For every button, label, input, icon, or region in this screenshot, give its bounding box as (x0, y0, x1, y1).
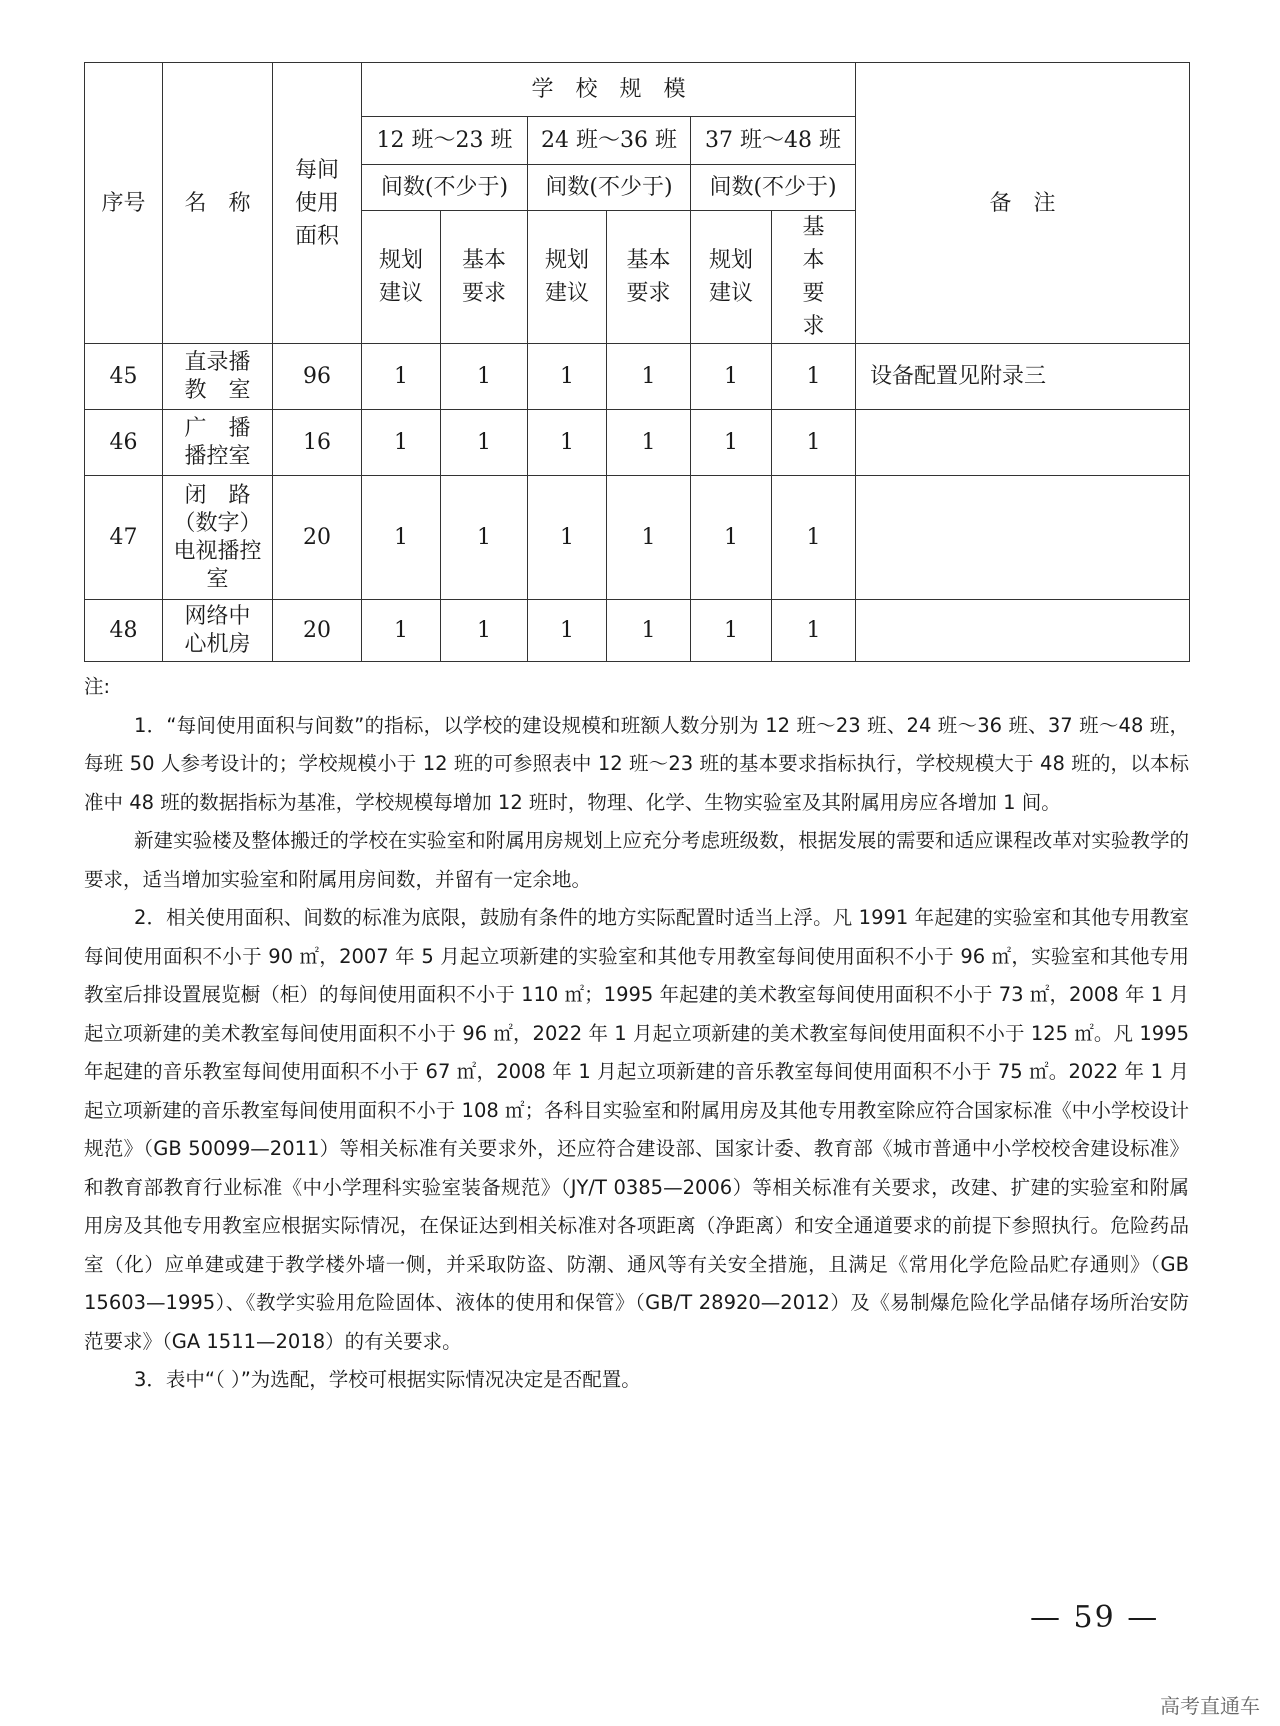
header-plan-1: 规划建议 (362, 211, 441, 344)
row-value: 1 (528, 344, 607, 410)
row-value: 1 (691, 410, 772, 476)
header-basic-2: 基本要求 (607, 211, 691, 344)
row-value: 1 (528, 476, 607, 600)
row-remark (856, 476, 1190, 600)
row-value: 1 (528, 410, 607, 476)
row-value: 1 (528, 600, 607, 662)
notes-section (84, 668, 1189, 1400)
row-value: 1 (362, 344, 441, 410)
row-name: 网络中心机房 (163, 600, 273, 662)
header-seq: 序号 (85, 63, 163, 344)
header-area: 每间使用面积 (273, 63, 362, 344)
header-scale-3: 37 班～48 班 (691, 117, 856, 165)
row-name: 广 播播控室 (163, 410, 273, 476)
watermark: 高考直通车 (1160, 1694, 1260, 1718)
row-value: 1 (772, 600, 856, 662)
row-name: 直录播教 室 (163, 344, 273, 410)
row-value: 1 (691, 600, 772, 662)
table-row (85, 600, 1190, 662)
row-value: 1 (607, 600, 691, 662)
row-seq: 45 (85, 344, 163, 410)
page-number: — 59 — (1030, 1600, 1160, 1635)
row-area: 96 (273, 344, 362, 410)
header-basic-1: 基本要求 (441, 211, 528, 344)
note-1-supplement: 新建实验楼及整体搬迁的学校在实验室和附属用房规划上应充分考虑班级数，根据发展的需要和适应课程改革对实验教学的要求，适当增加实验室和附属用房间数，并留有一定余地。 (84, 829, 1189, 891)
row-value: 1 (772, 344, 856, 410)
row-seq: 46 (85, 410, 163, 476)
row-value: 1 (441, 476, 528, 600)
row-value: 1 (691, 476, 772, 600)
row-area: 16 (273, 410, 362, 476)
row-value: 1 (441, 600, 528, 662)
row-value: 1 (607, 344, 691, 410)
row-value: 1 (362, 476, 441, 600)
row-value: 1 (362, 410, 441, 476)
row-value: 1 (772, 410, 856, 476)
table-row (85, 410, 1190, 476)
row-remark: 设备配置见附录三 (856, 344, 1190, 410)
row-area: 20 (273, 476, 362, 600)
header-basic-3: 基本要求 (772, 211, 856, 344)
row-value: 1 (607, 410, 691, 476)
row-value: 1 (362, 600, 441, 662)
notes-label: 注: (84, 675, 111, 698)
header-scale-1: 12 班～23 班 (362, 117, 528, 165)
header-plan-2: 规划建议 (528, 211, 607, 344)
note-1: 1．“每间使用面积与间数”的指标，以学校的建设规模和班额人数分别为 12 班～23 班、24 班～36 班、37 班～48 班，每班 50 人参考设计的；学校规模小于 12 班的可参照表中 12 班～23 班的基本要求指标执行，学校规模大于 48 班的，以本标准中 48 班的数据指标为基准，学校规模每增加 12 班时，物理、化学、生物实验室及其附属用房应各增加 1 间。 (84, 713, 1189, 814)
header-scale-2: 24 班～36 班 (528, 117, 691, 165)
header-count-1: 间数(不少于) (362, 165, 528, 211)
table-row (85, 344, 1190, 410)
row-value: 1 (607, 476, 691, 600)
note-2: 2．相关使用面积、间数的标准为底限，鼓励有条件的地方实际配置时适当上浮。凡 1991 年起建的实验室和其他专用教室每间使用面积不小于 90 ㎡，2007 年 5 月起立项新建的实验室和其他专用教室每间使用面积不小于 96 ㎡，实验室和其他专用教室后排设置展览橱（柜）的每间使用面积不小于 110 ㎡；1995 年起建的美术教室每间使用面积不小于 73 ㎡，2008 年 1 月起立项新建的美术教室每间使用面积不小于 96 ㎡，2022 年 1 月起立项新建的美术教室每间使用面积不小于 125 ㎡。凡 1995 年起建的音乐教室每间使用面积不小于 67 ㎡，2008 年 1 月起立项新建的音乐教室每间使用面积不小于 75 ㎡。2022 年 1 月起立项新建的音乐教室每间使用面积不小于 108 ㎡；各科目实验室和附属用房及其他专用教室除应符合国家标准《中小学校设计规范》（GB 50099—2011）等相关标准有关要求外，还应符合建设部、国家计委、教育部《城市普通中小学校校舍建设标准》和教育部教育行业标准《中小学理科实验室装备规范》（JY/T 0385—2006）等相关标准有关要求，改建、扩建的实验室和附属用房及其他专用教室应根据实际情况，在保证达到相关标准对各项距离（净距离）和安全通道要求的前提下参照执行。危险药品室（化）应单建或建于教学楼外墙一侧，并采取防盗、防潮、通风等有关安全措施，且满足《常用化学危险品贮存通则》（GB 15603—1995）、《教学实验用危险固体、液体的使用和保管》（GB/T 28920—2012）及《易制爆危险化学品储存场所治安防范要求》（GA 1511—2018）的有关要求。 (84, 906, 1189, 1353)
header-plan-3: 规划建议 (691, 211, 772, 344)
header-count-3: 间数(不少于) (691, 165, 856, 211)
header-name: 名 称 (163, 63, 273, 344)
row-seq: 48 (85, 600, 163, 662)
row-value: 1 (441, 410, 528, 476)
row-area: 20 (273, 600, 362, 662)
row-value: 1 (691, 344, 772, 410)
row-seq: 47 (85, 476, 163, 600)
note-3: 3．表中“（ ）”为选配，学校可根据实际情况决定是否配置。 (134, 1368, 641, 1391)
row-name: 闭 路（数字）电视播控 室 (163, 476, 273, 600)
table-row (85, 476, 1190, 600)
header-remark: 备 注 (856, 63, 1190, 344)
row-value: 1 (441, 344, 528, 410)
row-remark (856, 410, 1190, 476)
row-value: 1 (772, 476, 856, 600)
header-school-scale: 学 校 规 模 (362, 63, 856, 117)
header-count-2: 间数(不少于) (528, 165, 691, 211)
room-table (84, 62, 1190, 662)
row-remark (856, 600, 1190, 662)
